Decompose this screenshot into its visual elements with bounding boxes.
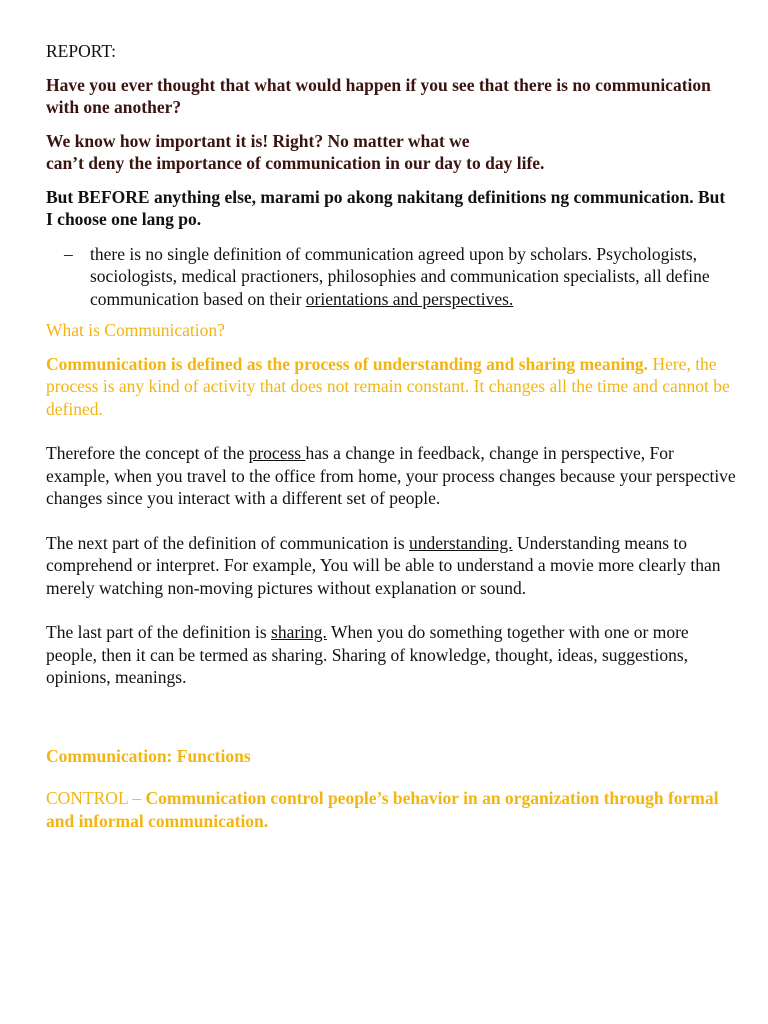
process-after: has a change in feedback, change in perspective, For example, when you travel to the office from home, your process changes because your perspective changes since you interact with a different set of people.: [46, 443, 736, 508]
definition-paragraph: [46, 353, 736, 421]
understanding-after: Understanding means to comprehend or interpret. For example, You will be able to understand a movie more clearly than merely watching non-moving pictures without explanation or sound.: [46, 532, 721, 598]
bullet-text: there is no single definition of communication agreed upon by scholars. Psychologists, sociologists, medical practioners, philosophies and communication specialists, all define communication based on their: [90, 243, 710, 309]
intro-importance: [46, 130, 736, 175]
process-underlined: process: [248, 443, 306, 463]
what-is-heading: What is Communication?: [46, 320, 225, 340]
process-paragraph: [46, 442, 736, 510]
definition-bold: Communication is defined as the process of understanding and sharing meaning.: [46, 353, 649, 374]
intro-importance-line1: We know how important it is! Right? No matter what we: [46, 130, 470, 151]
report-label: REPORT:: [46, 41, 117, 61]
understanding-paragraph: [46, 532, 736, 600]
bullet-item: [46, 243, 736, 311]
sharing-after: When you do something together with one or more people, then it can be termed as sharing. Sharing of knowledge, thought, ideas, suggestions, opinions, meanings.: [46, 622, 689, 687]
intro-question: Have you ever thought that what would happen if you see that there is no communication with one another?: [46, 74, 711, 117]
intro-importance-line2: can’t deny the importance of communication in our day to day life.: [46, 153, 545, 173]
control-paragraph: [46, 787, 736, 832]
definition-rest: Here, the process is any kind of activity that does not remain constant. It changes all the time and cannot be defined.: [46, 353, 730, 419]
bullet-underlined-text: orientations and perspectives.: [305, 288, 514, 309]
bullet-dash: –: [64, 243, 73, 264]
sharing-underlined: sharing.: [271, 622, 327, 642]
understanding-underlined: understanding.: [409, 532, 513, 553]
control-label: CONTROL –: [46, 788, 146, 808]
sharing-paragraph: [46, 621, 736, 689]
sharing-before: The last part of the definition is: [46, 622, 272, 642]
document-page: [46, 40, 736, 832]
understanding-before: The next part of the definition of communication is: [46, 532, 410, 553]
control-text: Communication control people’s behavior in an organization through formal and informal communication.: [46, 788, 719, 831]
process-before: Therefore the concept of the: [46, 443, 249, 463]
intro-before-paragraph: But BEFORE anything else, marami po akong nakitang definitions ng communication. But I choose one lang po.: [46, 186, 726, 229]
functions-heading: Communication: Functions: [46, 745, 251, 766]
